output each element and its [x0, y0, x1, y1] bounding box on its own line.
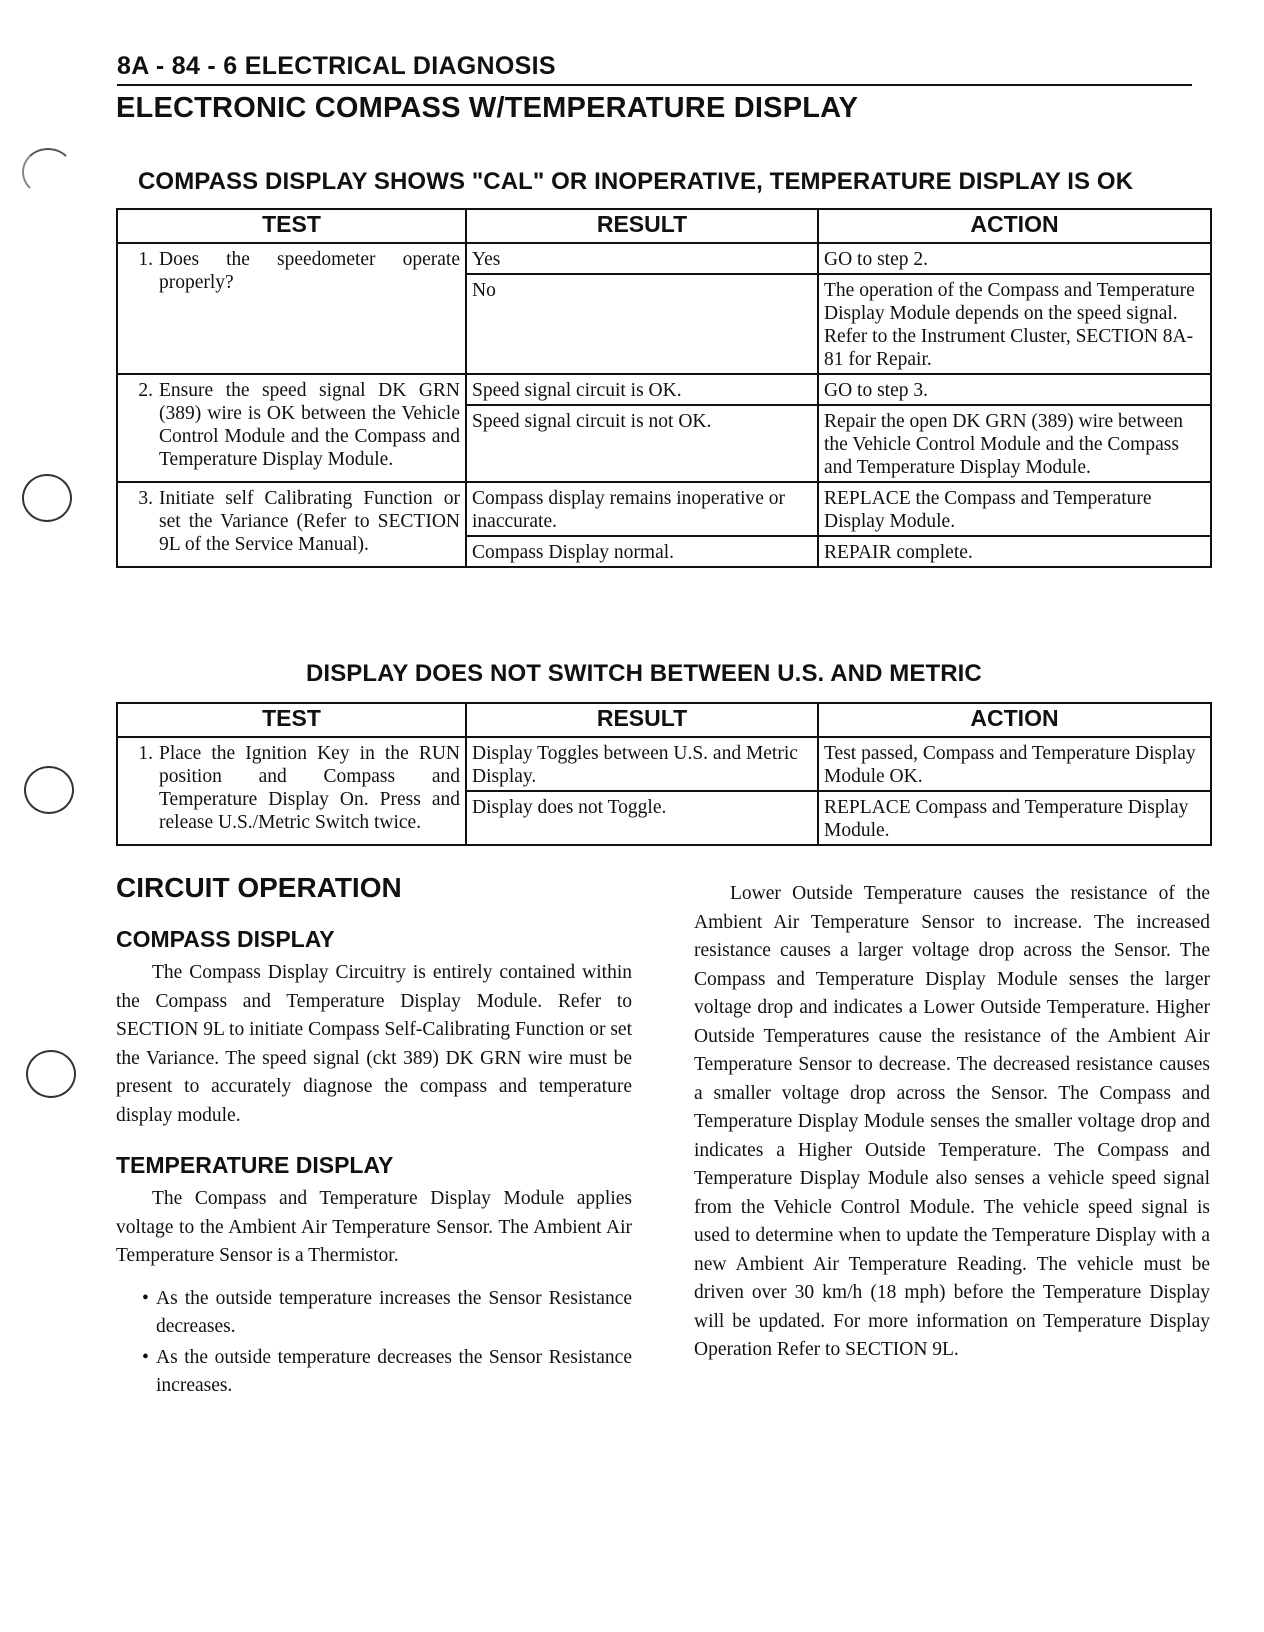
action-cell: REPLACE the Compass and Temperature Display Module. — [818, 482, 1211, 536]
bullet-icon: • — [142, 1346, 149, 1368]
action-cell: GO to step 2. — [818, 243, 1211, 274]
punch-hole-4 — [26, 1050, 76, 1098]
punch-hole-2 — [22, 474, 72, 522]
result-cell: Display does not Toggle. — [466, 791, 818, 845]
test-cell — [117, 737, 466, 845]
compass-display-text: The Compass Display Circuitry is entirely contained within the Compass and Temperature Display Module. Refer to SECTION 9L to initiate Compass Self-Calibrating Function or set the Variance. The speed signal (ckt 389) DK GRN wire must be present to accurately diagnose the compass and temperature display module. — [116, 962, 632, 1126]
table-row — [117, 482, 1211, 536]
result-cell: Compass display remains inoperative or inaccurate. — [466, 482, 818, 536]
result-cell: No — [466, 274, 818, 374]
table1-heading: COMPASS DISPLAY SHOWS "CAL" OR INOPERATIVE, TEMPERATURE DISPLAY IS OK — [138, 168, 1134, 195]
list-item — [116, 1344, 632, 1401]
bullet-text: As the outside temperature increases the Sensor Resistance decreases. — [156, 1287, 632, 1337]
temperature-display-heading: TEMPERATURE DISPLAY — [116, 1152, 394, 1178]
step-number: 1. — [138, 249, 153, 270]
test-text: Does the speedometer operate properly? — [159, 249, 460, 293]
table-row — [117, 243, 1211, 274]
action-cell: The operation of the Compass and Temperature Display Module depends on the speed signal. Refer to the Instrument Cluster, SECTION 8A-81 for Repair. — [818, 274, 1211, 374]
column-header-test: TEST — [117, 209, 466, 243]
result-cell: Speed signal circuit is not OK. — [466, 405, 818, 482]
document-title: ELECTRONIC COMPASS W/TEMPERATURE DISPLAY — [116, 92, 859, 124]
test-cell — [117, 482, 466, 567]
punch-hole-1 — [22, 148, 74, 196]
compass-display-heading: COMPASS DISPLAY — [116, 926, 335, 952]
column-header-action: ACTION — [818, 703, 1211, 737]
action-cell: Test passed, Compass and Temperature Display Module OK. — [818, 737, 1211, 791]
diagnosis-table-units — [116, 702, 1212, 846]
test-text: Initiate self Calibrating Function or set the Variance (Refer to SECTION 9L of the Service Manual). — [159, 488, 460, 555]
circuit-operation-heading: CIRCUIT OPERATION — [116, 872, 402, 903]
table-row — [117, 374, 1211, 405]
page-header-text: 8A - 84 - 6 ELECTRICAL DIAGNOSIS — [117, 52, 556, 80]
column-header-result: RESULT — [466, 703, 818, 737]
temperature-bullets — [116, 1285, 632, 1401]
table-row — [117, 737, 1211, 791]
column-header-action: ACTION — [818, 209, 1211, 243]
result-cell: Yes — [466, 243, 818, 274]
result-cell: Speed signal circuit is OK. — [466, 374, 818, 405]
test-text: Place the Ignition Key in the RUN position and Compass and Temperature Display On. Press and release U.S./Metric Switch twice. — [159, 743, 460, 833]
column-header-result: RESULT — [466, 209, 818, 243]
test-cell — [117, 243, 466, 374]
action-cell: REPLACE Compass and Temperature Display Module. — [818, 791, 1211, 845]
result-cell: Compass Display normal. — [466, 536, 818, 567]
temperature-operation-text: Lower Outside Temperature causes the resistance of the Ambient Air Temperature Sensor to increase. The increased resistance causes a larger voltage drop across the Sensor. The Compass and Temperature Display Module senses the larger voltage drop and indicates a Lower Outside Temperature. Higher Outside Temperatures cause the resistance of the Ambient Air Temperature Sensor to decrease. The decreased resistance causes a smaller voltage drop across the Sensor. The Compass and Temperature Display Module senses the smaller voltage drop and indicates a Higher Outside Temperature. The Compass and Temperature Display Module also senses a vehicle speed signal from the Vehicle Control Module. The vehicle speed signal is used to determine when to update the Temperature Display with a new Ambient Air Temperature Reading. The vehicle must be driven over 30 km/h (18 mph) before the Temperature Display will be updated. For more information on Temperature Display Operation Refer to SECTION 9L. — [694, 883, 1210, 1360]
table2-heading: DISPLAY DOES NOT SWITCH BETWEEN U.S. AND METRIC — [306, 660, 982, 687]
diagnosis-table-compass — [116, 208, 1212, 568]
result-cell: Display Toggles between U.S. and Metric Display. — [466, 737, 818, 791]
step-number: 2. — [138, 380, 153, 401]
action-cell: GO to step 3. — [818, 374, 1211, 405]
temperature-display-text: The Compass and Temperature Display Module applies voltage to the Ambient Air Temperature Sensor. The Ambient Air Temperature Sensor is a Thermistor. — [116, 1188, 632, 1266]
bullet-text: As the outside temperature decreases the Sensor Resistance increases. — [156, 1346, 632, 1396]
action-cell: Repair the open DK GRN (389) wire between the Vehicle Control Module and the Compass and Temperature Display Module. — [818, 405, 1211, 482]
list-item — [116, 1285, 632, 1342]
step-number: 3. — [138, 488, 153, 509]
circuit-operation-left — [116, 872, 632, 1403]
punch-hole-3 — [24, 766, 74, 814]
step-number: 1. — [138, 743, 153, 764]
action-cell: REPAIR complete. — [818, 536, 1211, 567]
page-header — [117, 50, 1192, 86]
circuit-operation-right — [694, 880, 1210, 1365]
bullet-icon: • — [142, 1287, 149, 1309]
test-cell — [117, 374, 466, 482]
test-text: Ensure the speed signal DK GRN (389) wire is OK between the Vehicle Control Module and the Compass and Temperature Display Module. — [159, 380, 460, 470]
column-header-test: TEST — [117, 703, 466, 737]
